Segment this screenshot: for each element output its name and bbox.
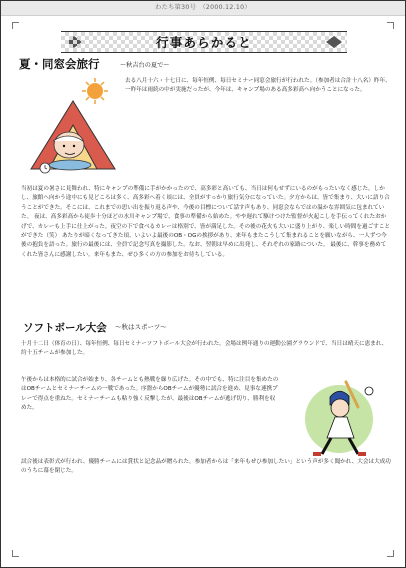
corner-mark-bottom-left [12, 550, 19, 557]
corner-mark-top-left [12, 22, 19, 29]
baseball-batter-illustration [291, 372, 389, 464]
section1-paragraph-2-text-b: 夜は、高多彩高から徒歩十分ほどの水川キャンプ場で、食事の準備から始めた。やや遅れて駆けつけた監督が火起こしを手伝ってくれたおかげで、カレーも上手に仕上がった。夜空の下で食べるカレーは格別で、皆が満足した。その後の花火も大いに盛り上がり、楽しい時間を過ごすことができた（笑） [21, 214, 390, 240]
section-banner [61, 31, 347, 53]
section2-title: ソフトボール大会 [23, 322, 107, 334]
section1-paragraph-2-text-a: 当初は夏の暑さに見舞われ、特にキャンプの準備に手がかかったので、高多彩と高いても、当日は何もせずにいるのがもったいなく感じた。しかし、旅館へ向かう途中にも見どころは多く、高多彩へ着く頃には、全員がすっかり旅行気分になっていた。夕方からは、皆で集まり、大いに語り合うことができた。そこには、これまでの思い出を振り返る声や、今後の目標について話す声もあり、同窓会ならではの温かな雰囲気に包まれていた。 [21, 186, 390, 221]
corner-mark-top-right [387, 22, 394, 29]
corner-mark-bottom-right [387, 550, 394, 557]
banner-right-ornament-icon [325, 35, 343, 49]
section1-paragraph-1: 去る八月十六・十七日に、毎年恒例、毎日セミナー同窓会旅行が行われた。（参加者は合計十八名）昨年、一昨年は雨続の中が実施だったが、今年は、キャンプ場のある高多彩高へ向かうことになった。 [125, 78, 391, 94]
header-text: わたち第30号 （2000.12.10） [155, 4, 251, 11]
section2-subtitle: ～秋はスポーツ～ [115, 323, 167, 331]
section1-paragraph-2-text-c: あたりが暗くなってきた頃、いよいよ最後のOB・OGの挨拶があり、来年もまたこうして集まれることを願いながら、一人ずつ今後の抱負を語った。旅行の最後には、全員で記念写真を撮影した。なお、翌朝は早めに出発し、それぞれの家路についた。 [21, 233, 387, 249]
section1-paragraph-2-text-d: 最後に、幹事を務めてくれた皆さんに感謝したい。来年もまた、ぜひ多くの方の参加をお待ちしている。 [21, 242, 387, 258]
section1-subtitle: ～秋吉台の夏で～ [120, 62, 170, 69]
section1-paragraph-2 [21, 185, 391, 260]
banner-title: 行事あらかると [156, 35, 252, 50]
section2-paragraph-3: 試合後は表彰式が行われ、優勝チームには賞状と記念品が贈られた。参加者からは「来年もぜひ参加したい」という声が多く聞かれ、大会は大成功のうちに幕を閉じた。 [21, 459, 391, 475]
section1-title: 夏・同窓会旅行 [19, 57, 100, 71]
section2-paragraph-2: 午後からは本格的に試合が始まり、各チームとも熱戦を繰り広げた。その中でも、特に注目を集めたのはOBチームとセミナーチームの一戦であった。序盤からOBチームが優勢に試合を進め、見事な連携プレーで得点を重ねた。セミナーチームも粘り強く反撃したが、最後はOBチームが逃げ切り、勝利を収めた。 [21, 377, 279, 412]
tent-camper-illustration [23, 77, 123, 185]
section2-paragraph-1: 十月十二日（体育の日）、毎年恒例、毎日セミナーソフトボール大会が行われた。会場は例年通りの運動公園グラウンドで、当日は晴天に恵まれ、約十五チームが参加した。 [21, 341, 388, 357]
